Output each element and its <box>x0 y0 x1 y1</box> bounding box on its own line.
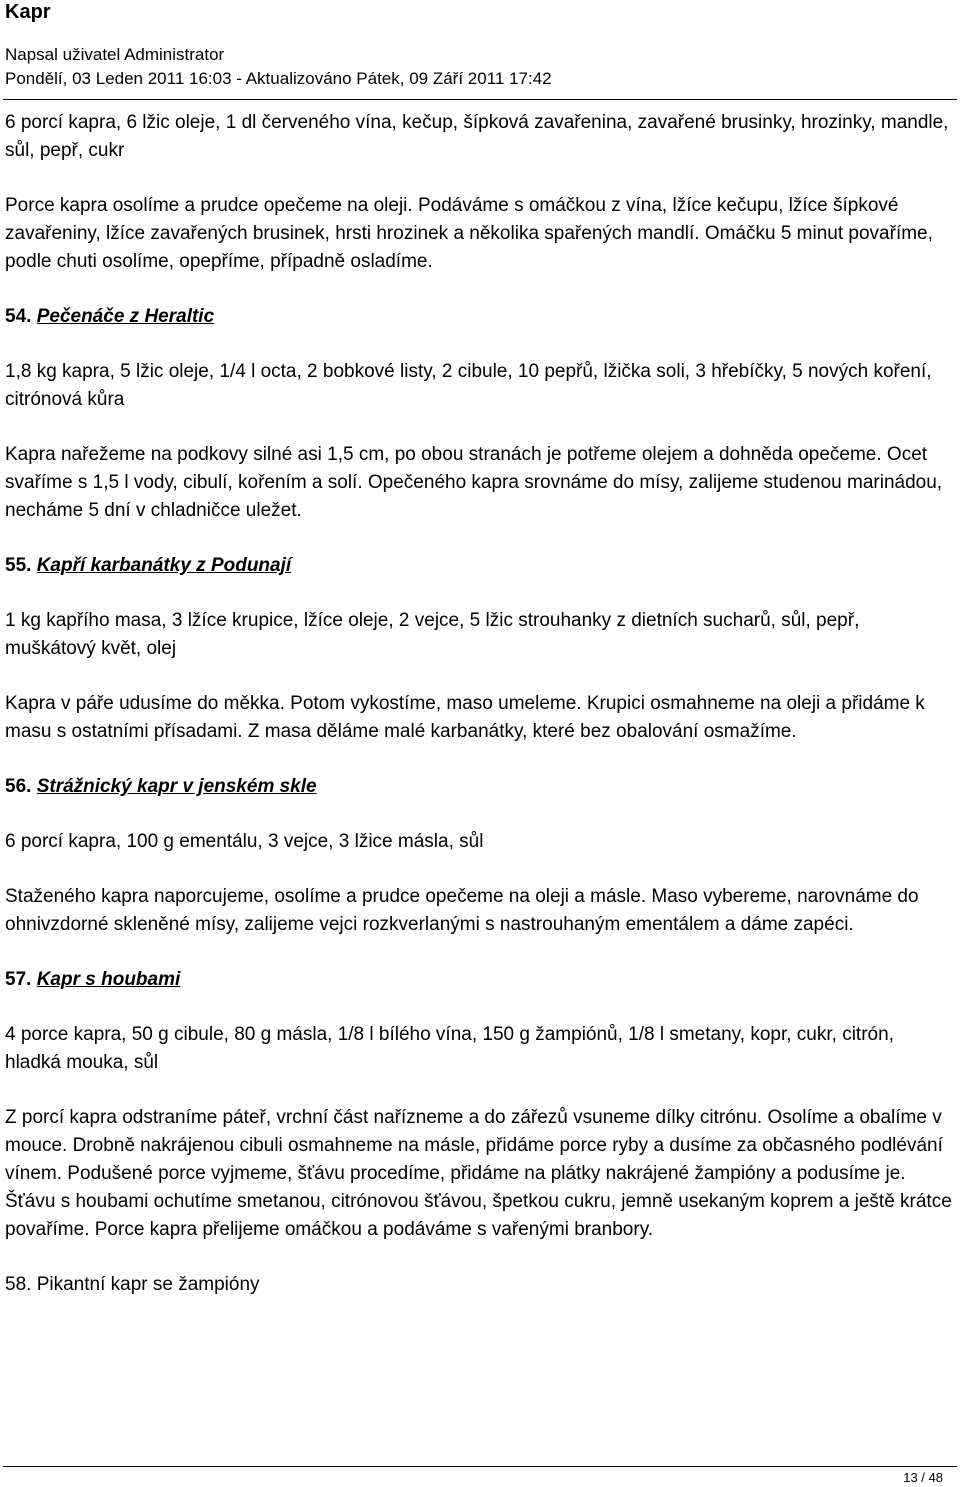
recipe-method: Kapra v páře udusíme do měkka. Potom vykostíme, maso umeleme. Krupici osmahneme na oleji a přidáme k masu s ostatními přísadami. Z masa děláme malé karbanátky, které bez obalování osmažíme. <box>5 693 925 742</box>
recipe-ingredients: 1 kg kapřího masa, 3 lžíce krupice, lžíce oleje, 2 vejce, 5 lžic strouhanky z dietních sucharů, sůl, pepř, muškátový květ, olej <box>5 610 860 659</box>
recipe-title <box>5 966 955 994</box>
recipe-ingredients: 4 porce kapra, 50 g cibule, 80 g másla, 1/8 l bílého vína, 150 g žampiónů, 1/8 l smetany, kopr, cukr, citrón, hladká mouka, sůl <box>5 1024 894 1073</box>
recipe-method: Z porcí kapra odstraníme páteř, vrchní část nařízneme a do zářezů vsuneme dílky citrónu. Osolíme a obalíme v mouce. Drobně nakrájenou cibuli osmahneme na másle, přidáme porce ryby a dusíme za občasného podlévání vínem. Podušené porce vyjmeme, šťávu procedíme, přidáme na plátky nakrájené žampióny a podusíme je. Šťávu s houbami ochutíme smetanou, citrónovou šťávou, špetkou cukru, jemně usekaným koprem a ještě krátce povaříme. Porce kapra přelijeme omáčkou a podáváme s vařenými branbory. <box>5 1107 952 1240</box>
recipe-title <box>5 552 955 580</box>
intro-ingredients: 6 porcí kapra, 6 lžic oleje, 1 dl červeného vína, kečup, šípková zavařenina, zavařené brusinky, hrozinky, mandle, sůl, pepř, cukr <box>5 112 949 161</box>
page-title: Kapr <box>5 1 51 23</box>
footer-divider <box>3 1466 957 1467</box>
recipe-ingredients: 1,8 kg kapra, 5 lžic oleje, 1/4 l octa, 2 bobkové listy, 2 cibule, 10 pepřů, lžička soli, 3 hřebíčky, 5 nových koření, citrónová kůra <box>5 361 932 410</box>
recipe-name: Kapří karbanátky z Podunají <box>36 555 292 576</box>
recipe-number: 54. <box>5 306 32 327</box>
recipe-57 <box>5 966 955 1244</box>
recipe-title <box>5 773 955 801</box>
header-divider <box>3 99 957 100</box>
recipe-55 <box>5 552 955 746</box>
recipe-number: 58. <box>5 1274 32 1295</box>
recipe-54 <box>5 303 955 525</box>
recipe-method: Kapra nařežeme na podkovy silné asi 1,5 cm, po obou stranách je potřeme olejem a dohněda opečeme. Ocet svaříme s 1,5 l vody, cibulí, kořením a solí. Opečeného kapra srovnáme do mísy, zalijeme studenou marinádou, necháme 5 dní v chladničce uležet. <box>5 444 943 521</box>
recipe-56 <box>5 773 955 939</box>
recipe-method: Staženého kapra naporcujeme, osolíme a prudce opečeme na oleji a másle. Maso vybereme, narovnáme do ohnivzdorné skleněné mísy, zalijeme vejci rozkverlanými s nastrouhaným ementálem a dáme zapéci. <box>5 886 919 935</box>
author-line: Napsal uživatel Administrator <box>5 45 225 64</box>
recipe-name: Pečenáče z Heraltic <box>36 306 215 327</box>
recipe-title <box>5 303 955 331</box>
date-line: Pondělí, 03 Leden 2011 16:03 - Aktualizováno Pátek, 09 Září 2011 17:42 <box>5 69 552 88</box>
recipe-number: 57. <box>5 969 32 990</box>
recipe-number: 56. <box>5 776 32 797</box>
recipe-title <box>5 1271 955 1299</box>
article-meta <box>5 43 552 91</box>
recipe-58 <box>5 1271 955 1299</box>
recipe-name: Pikantní kapr se žampióny <box>36 1274 260 1295</box>
recipe-name: Strážnický kapr v jenském skle <box>36 776 317 797</box>
article-body <box>5 109 955 1326</box>
intro-method: Porce kapra osolíme a prudce opečeme na oleji. Podáváme s omáčkou z vína, lžíce kečupu, lžíce šípkové zavařeniny, lžíce zavařených brusinek, hrsti hrozinek a několika spařených mandlí. Omáčku 5 minut povaříme, podle chuti osolíme, opepříme, případně osladíme. <box>5 195 933 272</box>
page-number: 13 / 48 <box>903 1470 943 1485</box>
recipe-number: 55. <box>5 555 32 576</box>
recipe-name: Kapr s houbami <box>36 969 181 990</box>
recipe-ingredients: 6 porcí kapra, 100 g ementálu, 3 vejce, 3 lžice másla, sůl <box>5 831 484 852</box>
